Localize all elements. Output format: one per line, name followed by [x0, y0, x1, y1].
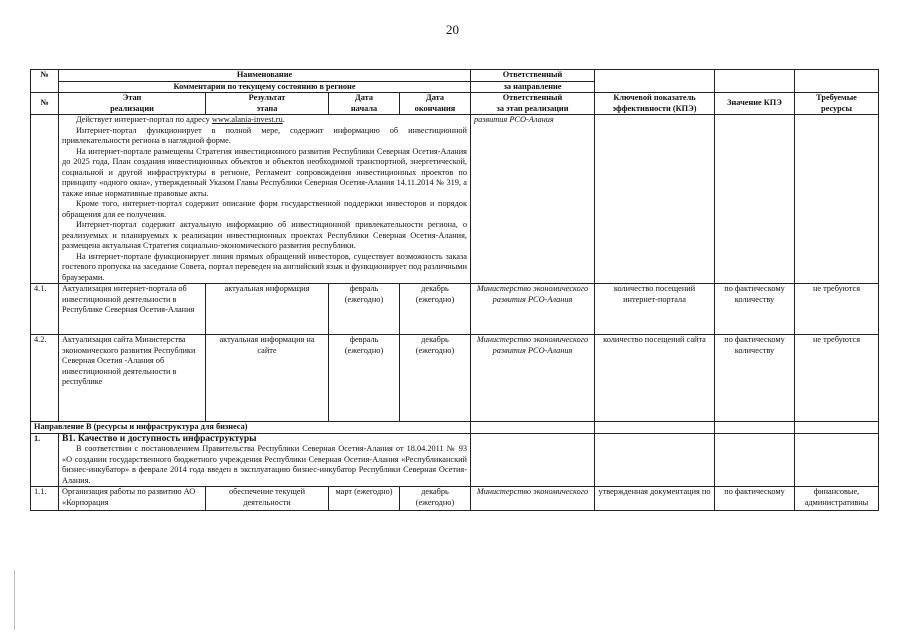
comment-p4: Интернет-портал содержит актуальную информацию об инвестиционной привлекательности региона, о реализуемых и планируемых к реализации инвестиционных проектах Республики Северная Осетия-Алания, размещена актуальная Стратегия социально-экономического развития республики.	[62, 220, 467, 250]
header-resp-stage: Ответственный за этап реализации	[471, 93, 595, 115]
row-result: актуальная информация на сайте	[206, 335, 329, 422]
comment-p5: На интернет-портале функционирует линия прямых обращений инвесторов, существует возможность заказа гостевого пропуска на заседание Совета, портал переведен на английский язык и функционирует под различными браузерами.	[62, 251, 467, 282]
plan-table	[30, 69, 879, 511]
row-responsible: Министерство экономического развития РСО-Алания	[471, 284, 595, 335]
header-comment: Комментарии по текущему состоянию в регионе	[59, 81, 471, 93]
header-name: Наименование	[59, 70, 471, 82]
header-resources: Требуемые ресурсы	[795, 93, 879, 115]
row-result: обеспечение текущей деятельности	[206, 487, 329, 511]
header-kpi-value: Значение КПЭ	[715, 93, 795, 115]
header-empty-2	[715, 70, 795, 93]
row-kpi: утвержденная документация по	[595, 487, 715, 511]
row-resources: финансовые, административны	[795, 487, 879, 511]
row-stage: Актуализация интернет-портала об инвестиционной деятельности в Республике Северная Осетия-Алания	[59, 284, 206, 335]
table-row	[31, 335, 879, 422]
comment-text: Действует интернет-портал по адресу www.alania-invest.ru. Интернет-портал функционирует в полной мере, содержит информацию об инвестиционной привлекательности региона в наглядной форме. На интернет-портале размещены Стратегия инвестиционного развития Республики Северная Осетия-Алания до 2025 года, План создания инвестиционных объектов и объектов необходимой транспортной, энергетической, социальной и другой инфраструктуры в регионе, Регламент сопровождения инвестиционных проектов по принципу «одного окна», утвержденный Указом Главы Республики Северная Осетия-Алания 14.11.2014 № 319, а также иные нормативные правовые акты. Кроме того, интернет-портал содержит описание форм государственной поддержки инвесторов и порядок обращения для ее получения. Интернет-портал содержит актуальную информацию об инвестиционной привлекательности региона, о реализуемых и планируемых к реализации инвестиционных проектах Республики Северная Осетия-Алания, размещена актуальная Стратегия социально-экономического развития республики. На интернет-портале функционирует линия прямых обращений инвесторов, существует возможность заказа гостевого пропуска на заседание Совета, портал переведен на английский язык и функционирует под различными браузерами.	[59, 115, 471, 284]
header-kpi: Ключевой показатель эффективности (КПЭ)	[595, 93, 715, 115]
header-num: №	[31, 70, 59, 93]
row-responsible: Министерство экономического развития РСО-Алания	[471, 335, 595, 422]
table-row	[31, 487, 879, 511]
b1-content	[59, 433, 471, 487]
b1-text: В соответствии с постановлением Правительства Республики Северная Осетия-Алания от 18.04.2011 № 93 «О создании государственного бюджетного учреждения Республики Северная Осетия-Алания «Республиканский бизнес-инкубатор» в феврале 2014 года введен в эксплуатацию бизнес-инкубатор Республики Северная Осетия-Алания.	[62, 444, 467, 485]
row-start: февраль (ежегодно)	[329, 335, 400, 422]
header-row-1	[31, 70, 879, 82]
portal-link[interactable]: www.alania-invest.ru	[211, 115, 283, 124]
b1-num: 1.	[31, 433, 59, 487]
row-kpi-value: по фактическому количеству	[715, 335, 795, 422]
header-result: Результат этапа	[206, 93, 329, 115]
row-kpi: количество посещений интернет-портала	[595, 284, 715, 335]
row-kpi-value: по фактическому количеству	[715, 284, 795, 335]
header-resp-dir-2: за направление	[471, 81, 595, 93]
comment-p1: Интернет-портал функционирует в полной мере, содержит информацию об инвестиционной привлекательности региона в наглядной форме.	[62, 125, 467, 145]
row-start: февраль (ежегодно)	[329, 284, 400, 335]
row-resources: не требуются	[795, 335, 879, 422]
scan-edge-mark	[14, 570, 15, 630]
direction-title: Направление В (ресурсы и инфраструктура для бизнеса)	[31, 422, 471, 434]
row-end: декабрь (ежегодно)	[400, 335, 471, 422]
row-resources: не требуются	[795, 284, 879, 335]
row-kpi-value: по фактическому	[715, 487, 795, 511]
header-end: Дата окончания	[400, 93, 471, 115]
b1-title: В1. Качество и доступность инфраструктуры	[62, 433, 257, 444]
header-empty-3	[795, 70, 879, 93]
row-stage: Организация работы по развитию АО «Корпорация	[59, 487, 206, 511]
page-number: 20	[446, 22, 459, 37]
header-stage: Этап реализации	[59, 93, 206, 115]
row-end: декабрь (ежегодно)	[400, 487, 471, 511]
b1-row	[31, 433, 879, 487]
header-empty-1	[595, 70, 715, 93]
row-stage: Актуализация сайта Министерства экономического развития Республики Северная Осетия -Алания об инвестиционной деятельности в республике	[59, 335, 206, 422]
row-num: 4.2.	[31, 335, 59, 422]
header-start: Дата начала	[329, 93, 400, 115]
row-num: 1.1.	[31, 487, 59, 511]
row-result: актуальная информация	[206, 284, 329, 335]
row-kpi: количество посещений сайта	[595, 335, 715, 422]
row-num: 4.1.	[31, 284, 59, 335]
comment-num-cell	[31, 115, 59, 284]
comment-row	[31, 115, 879, 284]
comment-responsible: развития РСО-Алания	[471, 115, 595, 284]
header-resp-dir-1: Ответственный	[471, 70, 595, 82]
row-responsible: Министерство экономического	[471, 487, 595, 511]
header-num-2: №	[31, 93, 59, 115]
header-row-3	[31, 93, 879, 115]
table-row	[31, 284, 879, 335]
row-end: декабрь (ежегодно)	[400, 284, 471, 335]
comment-p2: На интернет-портале размещены Стратегия инвестиционного развития Республики Северная Осетия-Алания до 2025 года, План создания инвестиционных объектов и объектов необходимой транспортной, энергетической, социальной и другой инфраструктуры в регионе, Регламент сопровождения инвестиционных проектов по принципу «одного окна», утвержденный Указом Главы Республики Северная Осетия-Алания 14.11.2014 № 319, а также иные нормативные правовые акты.	[62, 146, 467, 198]
comment-p3: Кроме того, интернет-портал содержит описание форм государственной поддержки инвесторов и порядок обращения для ее получения.	[62, 199, 467, 219]
row-start: март (ежегодно)	[329, 487, 400, 511]
direction-row	[31, 422, 879, 434]
